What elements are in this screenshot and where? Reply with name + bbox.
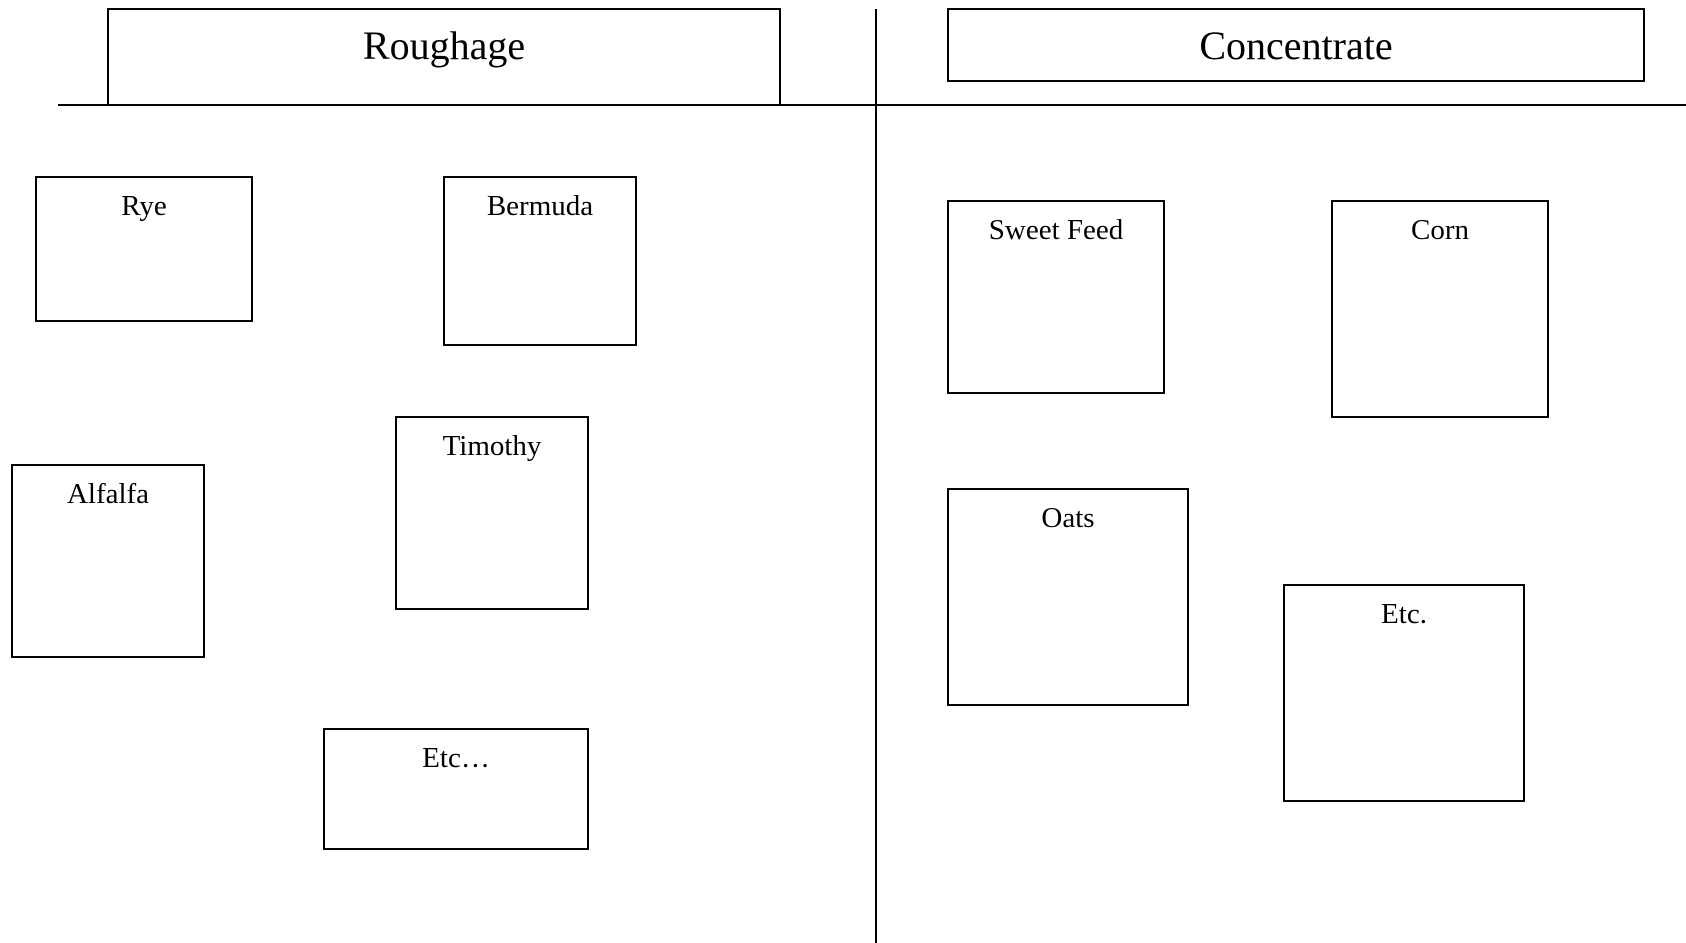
concentrate-header-label: Concentrate bbox=[1199, 23, 1393, 68]
oats-box bbox=[947, 488, 1189, 706]
concentrate-etc-label: Etc. bbox=[1381, 598, 1427, 630]
timothy-label: Timothy bbox=[442, 430, 542, 462]
rye-label: Rye bbox=[121, 190, 167, 222]
roughage-header-label: Roughage bbox=[362, 23, 526, 68]
roughage-etc-label: Etc… bbox=[422, 742, 490, 774]
roughage-header bbox=[107, 8, 781, 106]
concentrate-etc-box bbox=[1283, 584, 1525, 802]
alfalfa-box bbox=[11, 464, 205, 658]
sweet-feed-box bbox=[947, 200, 1165, 394]
sweet-feed-label: Sweet Feed bbox=[988, 214, 1124, 246]
bermuda-box bbox=[443, 176, 637, 346]
concentrate-header bbox=[947, 8, 1645, 82]
corn-label: Corn bbox=[1411, 214, 1469, 246]
corn-box bbox=[1331, 200, 1549, 418]
alfalfa-label: Alfalfa bbox=[66, 478, 150, 510]
vertical-divider bbox=[875, 9, 877, 943]
timothy-box bbox=[395, 416, 589, 610]
roughage-etc-box bbox=[323, 728, 589, 850]
bermuda-label: Bermuda bbox=[486, 190, 594, 222]
rye-box bbox=[35, 176, 253, 322]
oats-label: Oats bbox=[1041, 502, 1095, 534]
